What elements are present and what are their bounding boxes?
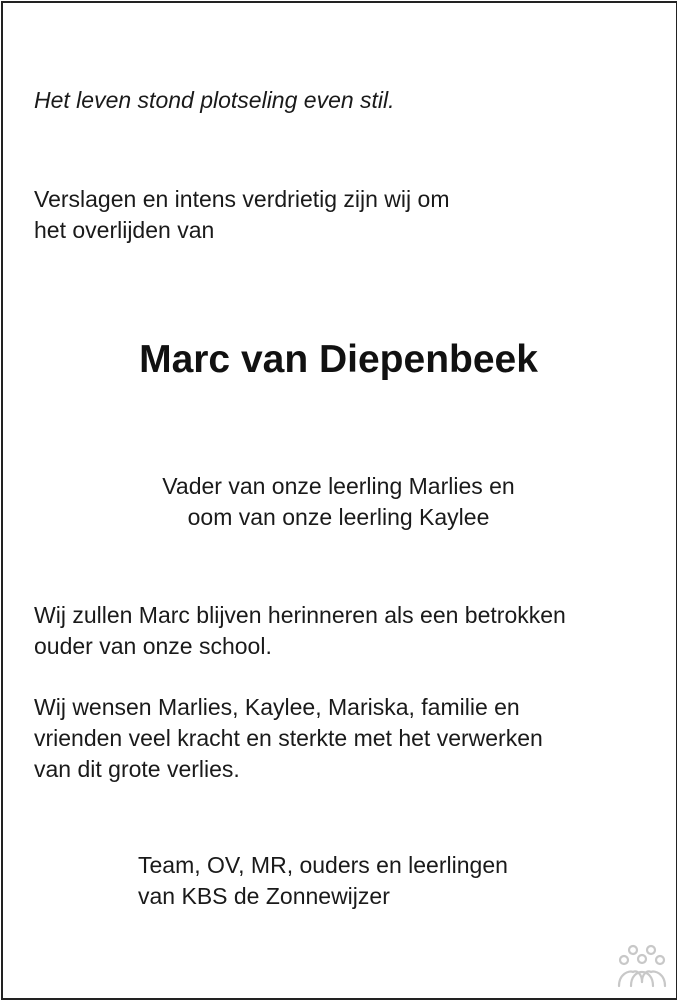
relation-text — [0, 471, 677, 533]
announcement-line: het overlijden van — [34, 217, 215, 243]
deceased-name: Marc van Diepenbeek — [139, 338, 538, 381]
wishes-line: Wij wensen Marlies, Kaylee, Mariska, familie en — [34, 694, 520, 720]
wishes-line: van dit grote verlies. — [34, 756, 240, 782]
signature-line: van KBS de Zonnewijzer — [138, 883, 390, 909]
wishes-line: vrienden veel kracht en sterkte met het verwerken — [34, 725, 543, 751]
relation-line: oom van onze leerling Kaylee — [187, 504, 490, 530]
remembrance-line: Wij zullen Marc blijven herinneren als een betrokken — [34, 602, 566, 628]
announcement-line: Verslagen en intens verdrietig zijn wij om — [34, 186, 450, 212]
remembrance-text — [34, 600, 566, 662]
remembrance-line: ouder van onze school. — [34, 633, 272, 659]
wishes-text — [34, 692, 543, 785]
relation-line: Vader van onze leerling Marlies en — [162, 473, 515, 499]
announcement-text — [34, 184, 449, 246]
signature-text — [138, 850, 508, 912]
people-group-icon — [617, 942, 667, 988]
signature-line: Team, OV, MR, ouders en leerlingen — [138, 852, 508, 878]
intro-line: Het leven stond plotseling even stil. — [34, 87, 395, 113]
